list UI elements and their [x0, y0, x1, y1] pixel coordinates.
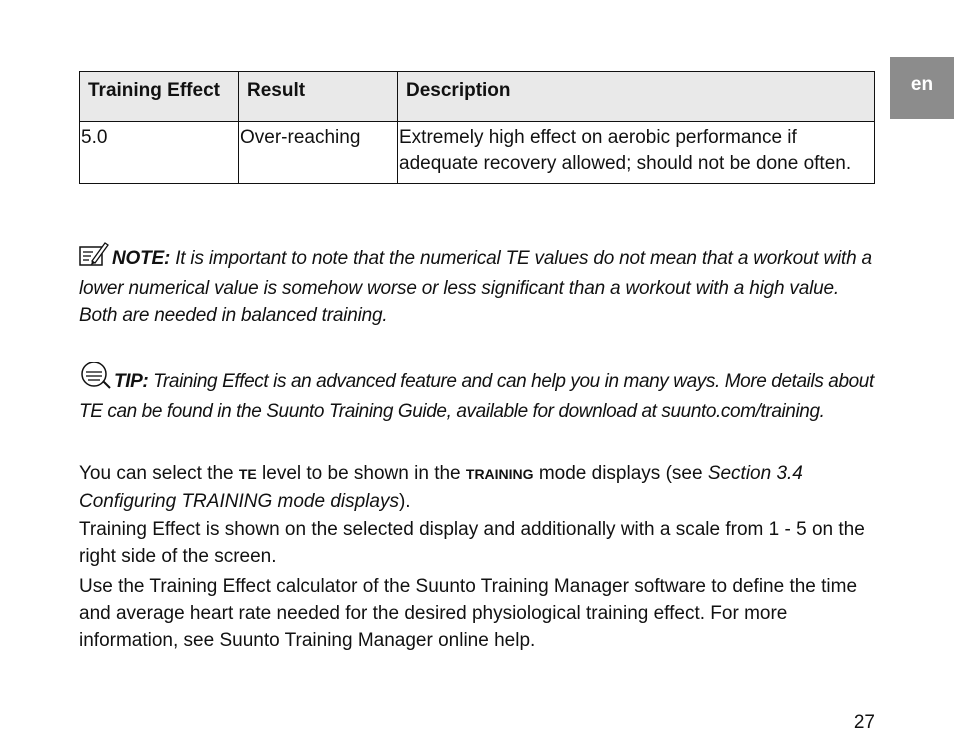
te-keyword: TE: [238, 466, 257, 482]
header-description: Description: [398, 72, 875, 122]
paragraph-display-scale: Training Effect is shown on the selected display and additionally with a scale from 1 - 5 on the right side of the screen.: [79, 519, 865, 567]
table-row: [80, 122, 875, 184]
note-text: It is important to note that the numerical TE values do not mean that a workout with a lower numerical value is somehow worse or less significant than a workout with a high value. Both are needed in balanced training.: [79, 248, 872, 326]
tip-paragraph: [79, 362, 879, 425]
tip-lightbulb-icon: [79, 362, 113, 398]
header-training-effect: Training Effect: [80, 72, 239, 122]
text-segment: mode displays (see: [533, 463, 708, 484]
note-paragraph: [79, 241, 879, 329]
cell-training-effect: 5.0: [80, 122, 239, 184]
section-reference-link[interactable]: Section 3.4 Configuring TRAINING mode displays: [79, 463, 803, 512]
note-label: NOTE:: [112, 248, 171, 269]
tip-label: TIP:: [114, 371, 149, 392]
text-segment: You can select the: [79, 463, 239, 484]
table-header-row: [80, 72, 875, 122]
training-effect-table: [79, 71, 875, 184]
cell-description: Extremely high effect on aerobic performance if adequate recovery allowed; should not be done often.: [398, 122, 875, 184]
text-segment: level to be shown in the: [256, 463, 466, 484]
note-pencil-icon: [79, 241, 111, 275]
page-number: 27: [853, 712, 875, 733]
text-segment: ).: [398, 491, 411, 512]
header-result: Result: [239, 72, 398, 122]
training-keyword: TRAINING: [465, 466, 534, 482]
cell-result: Over-reaching: [239, 122, 398, 184]
paragraph-te-level: [79, 460, 879, 515]
tip-text: Training Effect is an advanced feature and can help you in many ways. More details about TE can be found in the Suunto Training Guide, available for download at suunto.com/training.: [79, 371, 874, 422]
language-tab[interactable]: en: [890, 57, 954, 119]
paragraph-calculator: Use the Training Effect calculator of the Suunto Training Manager software to define the time and average heart rate needed for the desired physiological training effect. For more information, see Suunto Training Manager online help.: [79, 576, 858, 651]
